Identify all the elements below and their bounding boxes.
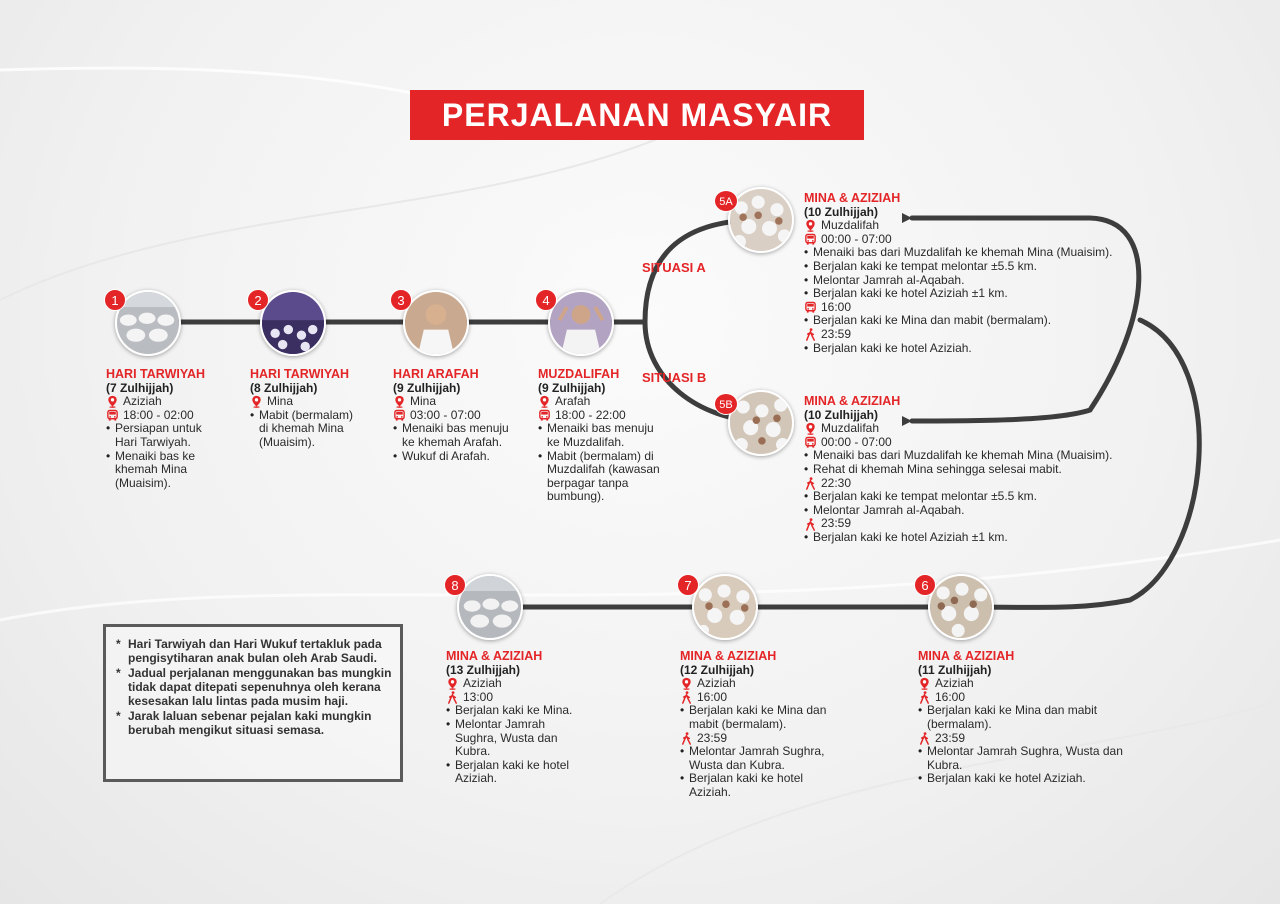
stop-3-time: 03:00 - 07:00: [410, 407, 481, 422]
stop-5a-item: • Berjalan kaki ke tempat melontar ±5.5 km.: [804, 260, 1134, 274]
stop-8-item: • Melontar Jamrah Sughra, Wusta dan Kubra.: [446, 718, 576, 759]
stop-7-badge: 7: [677, 574, 699, 596]
page-title: PERJALANAN MASYAIR: [410, 90, 864, 140]
stop-8-time: 13:00: [463, 689, 494, 704]
location-pin-icon: [250, 395, 263, 408]
stop-1-info: [106, 368, 236, 490]
stop-7-title: MINA & AZIZIAH: [680, 649, 777, 663]
stop-2-info: [250, 368, 370, 450]
stop-3-item: • Wukuf di Arafah.: [393, 450, 523, 464]
stop-5b-item: • Berjalan kaki ke hotel Aziziah ±1 km.: [804, 531, 1154, 545]
walking-person-icon: [804, 328, 817, 341]
walking-person-icon: [680, 732, 693, 745]
stop-1-date: (7 Zulhijjah): [106, 380, 174, 395]
stop-5a-place: Muzdalifah: [821, 218, 880, 233]
situation-a-label: SITUASI A: [642, 260, 706, 275]
stop-5b-date: (10 Zulhijjah): [804, 407, 879, 422]
note-item: * Jarak laluan sebenar pejalan kaki mungkin berubah mengikut situasi semasa.: [116, 709, 392, 737]
walking-person-icon: [680, 691, 693, 704]
stop-7-time2: 23:59: [697, 730, 728, 745]
stop-7-info: [680, 650, 850, 800]
stop-3-title: HARI ARAFAH: [393, 367, 479, 381]
stop-5a-item: • Menaiki bas dari Muzdalifah ke khemah Mina (Muaisim).: [804, 246, 1134, 260]
stop-2-badge: 2: [247, 289, 269, 311]
stop-5b-place: Muzdalifah: [821, 421, 880, 436]
walking-person-icon: [918, 691, 931, 704]
stop-8-badge: 8: [444, 574, 466, 596]
stop-5a-date: (10 Zulhijjah): [804, 204, 879, 219]
stop-5a-photo: [728, 187, 794, 253]
stop-5b-info: [804, 395, 1154, 545]
bus-icon: [393, 409, 406, 422]
stop-7-date: (12 Zulhijjah): [680, 662, 755, 677]
stop-2-item: • Mabit (bermalam) di khemah Mina (Muaisim).: [250, 409, 360, 450]
bus-icon: [804, 233, 817, 246]
stop-6-badge: 6: [914, 574, 936, 596]
walking-person-icon: [804, 477, 817, 490]
stop-5a-time2: 16:00: [821, 299, 852, 314]
stop-1-item: • Persiapan untuk Hari Tarwiyah.: [106, 422, 206, 449]
location-pin-icon: [804, 219, 817, 232]
bus-icon: [804, 301, 817, 314]
stop-7-item: • Berjalan kaki ke hotel Aziziah.: [680, 772, 820, 799]
note-item: * Hari Tarwiyah dan Hari Wukuf tertakluk pada pengisytiharan anak bulan oleh Arab Saudi.: [116, 637, 392, 665]
stop-7-item: • Melontar Jamrah Sughra, Wusta dan Kubra.: [680, 745, 845, 772]
stop-5a-badge: 5A: [714, 190, 738, 212]
stop-5b-time2: 22:30: [821, 475, 852, 490]
stop-5b-photo: [728, 390, 794, 456]
stop-4-place: Arafah: [555, 394, 591, 409]
walking-person-icon: [446, 691, 459, 704]
stop-4-photo: [548, 290, 614, 356]
stop-5b-title: MINA & AZIZIAH: [804, 394, 901, 408]
location-pin-icon: [393, 395, 406, 408]
location-pin-icon: [680, 677, 693, 690]
notes-box: [103, 624, 403, 782]
stop-6-photo: [928, 574, 994, 640]
stop-3-photo: [403, 290, 469, 356]
stop-8-info: [446, 650, 596, 786]
stop-5a-time: 00:00 - 07:00: [821, 231, 892, 246]
stop-1-item: • Menaiki bas ke khemah Mina (Muaisim).: [106, 450, 206, 491]
stop-5b-item: • Berjalan kaki ke tempat melontar ±5.5 km.: [804, 490, 1154, 504]
bus-icon: [538, 409, 551, 422]
stop-6-time: 16:00: [935, 689, 966, 704]
stop-6-place: Aziziah: [935, 676, 974, 691]
stop-1-place: Aziziah: [123, 394, 162, 409]
stop-2-photo: [260, 290, 326, 356]
stop-5a-item: • Berjalan kaki ke hotel Aziziah.: [804, 342, 1134, 356]
stop-1-title: HARI TARWIYAH: [106, 367, 206, 381]
stop-8-photo: [457, 574, 523, 640]
stop-8-title: MINA & AZIZIAH: [446, 649, 543, 663]
stop-6-time2: 23:59: [935, 730, 966, 745]
location-pin-icon: [106, 395, 119, 408]
stop-4-title: MUZDALIFAH: [538, 367, 620, 381]
stop-5b-item: • Menaiki bas dari Muzdalifah ke khemah Mina (Muaisim).: [804, 449, 1154, 463]
stop-2-date: (8 Zulhijjah): [250, 380, 318, 395]
stop-4-item: • Menaiki bas menuju ke Muzdalifah.: [538, 422, 668, 449]
stop-6-item: • Melontar Jamrah Sughra, Wusta dan Kubra.: [918, 745, 1153, 772]
location-pin-icon: [446, 677, 459, 690]
stop-1-time: 18:00 - 02:00: [123, 407, 194, 422]
bus-icon: [804, 436, 817, 449]
situation-b-label: SITUASI B: [642, 370, 707, 385]
stop-7-place: Aziziah: [697, 676, 736, 691]
stop-5a-time3: 23:59: [821, 326, 852, 341]
stop-3-item: • Menaiki bas menuju ke khemah Arafah.: [393, 422, 523, 449]
stop-1-badge: 1: [104, 289, 126, 311]
location-pin-icon: [538, 395, 551, 408]
stop-8-place: Aziziah: [463, 676, 502, 691]
stop-3-place: Mina: [410, 394, 437, 409]
stop-6-item: • Berjalan kaki ke Mina dan mabit (bermalam).: [918, 704, 1108, 731]
stop-3-badge: 3: [390, 289, 412, 311]
stop-2-place: Mina: [267, 394, 294, 409]
stop-5b-item: • Rehat di khemah Mina sehingga selesai mabit.: [804, 463, 1154, 477]
stop-5a-info: [804, 192, 1134, 355]
walking-person-icon: [918, 732, 931, 745]
location-pin-icon: [804, 422, 817, 435]
stop-3-date: (9 Zulhijjah): [393, 380, 461, 395]
stop-5b-time: 00:00 - 07:00: [821, 434, 892, 449]
stop-8-date: (13 Zulhijjah): [446, 662, 521, 677]
stop-5a-item: • Melontar Jamrah al-Aqabah.: [804, 274, 1134, 288]
stop-5a-title: MINA & AZIZIAH: [804, 191, 901, 205]
note-item: * Jadual perjalanan menggunakan bas mungkin tidak dapat ditepati sepenuhnya oleh kerana kesesakan lalu lintas pada musim haji.: [116, 666, 392, 708]
stop-4-date: (9 Zulhijjah): [538, 380, 606, 395]
stop-8-item: • Berjalan kaki ke Mina.: [446, 704, 591, 718]
stop-7-item: • Berjalan kaki ke Mina dan mabit (bermalam).: [680, 704, 845, 731]
stop-7-time: 16:00: [697, 689, 728, 704]
bus-icon: [106, 409, 119, 422]
walking-person-icon: [804, 518, 817, 531]
stop-5a-item: • Berjalan kaki ke hotel Aziziah ±1 km.: [804, 287, 1134, 301]
location-pin-icon: [918, 677, 931, 690]
stop-6-info: [918, 650, 1158, 786]
stop-6-title: MINA & AZIZIAH: [918, 649, 1015, 663]
stop-5a-item: • Berjalan kaki ke Mina dan mabit (bermalam).: [804, 314, 1134, 328]
stop-6-date: (11 Zulhijjah): [918, 662, 992, 677]
stop-5b-item: • Melontar Jamrah al-Aqabah.: [804, 504, 1154, 518]
stop-2-title: HARI TARWIYAH: [250, 367, 350, 381]
stop-5b-time3: 23:59: [821, 516, 852, 531]
stop-4-badge: 4: [535, 289, 557, 311]
stop-4-time: 18:00 - 22:00: [555, 407, 626, 422]
stop-5b-badge: 5B: [714, 393, 738, 415]
stop-4-info: [538, 368, 678, 504]
stop-4-item: • Mabit (bermalam) di Muzdalifah (kawasan berpagar tanpa bumbung).: [538, 450, 676, 504]
stop-6-item: • Berjalan kaki ke hotel Aziziah.: [918, 772, 1153, 786]
stop-3-info: [393, 368, 523, 463]
stop-7-photo: [692, 574, 758, 640]
stop-8-item: • Berjalan kaki ke hotel Aziziah.: [446, 759, 576, 786]
